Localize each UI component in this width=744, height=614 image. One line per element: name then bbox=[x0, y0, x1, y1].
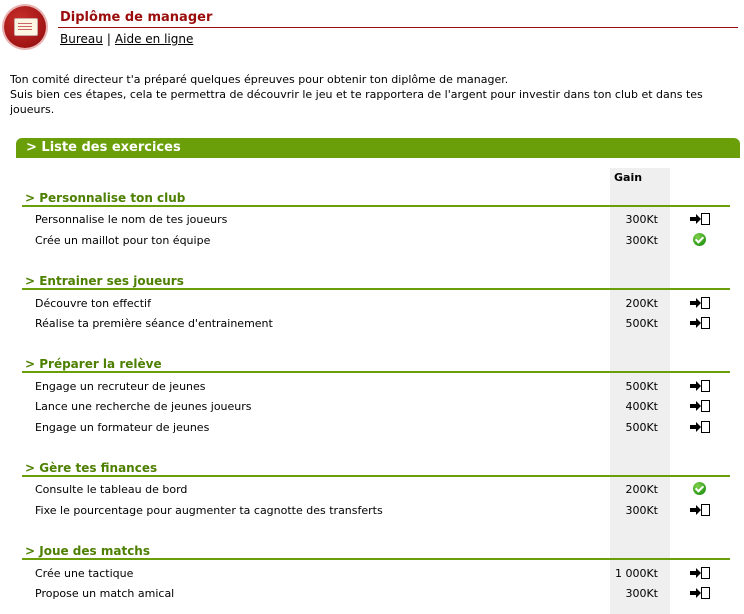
exercise-gain: 400Kt bbox=[625, 400, 658, 413]
start-exercise-button[interactable] bbox=[690, 420, 710, 434]
exercise-list-title: > Liste des exercices bbox=[26, 140, 181, 155]
checkmark-icon bbox=[693, 482, 706, 495]
exercise-gain: 300Kt bbox=[625, 587, 658, 600]
exercise-row bbox=[0, 234, 744, 254]
exercise-label: Engage un formateur de jeunes bbox=[35, 421, 210, 434]
gain-column-header: Gain bbox=[614, 171, 643, 184]
group-divider bbox=[22, 371, 730, 373]
start-exercise-button[interactable] bbox=[690, 503, 710, 517]
go-arrow-document-icon[interactable] bbox=[690, 297, 710, 309]
checkmark-icon bbox=[693, 233, 706, 246]
group-title: > Gère tes finances bbox=[25, 461, 158, 475]
start-exercise-button[interactable] bbox=[690, 566, 710, 580]
exercise-label: Engage un recruteur de jeunes bbox=[35, 380, 206, 393]
intro-line-2: Suis bien ces étapes, cela te permettra de découvrir le jeu et te rapportera de l'argent pour investir dans ton club et dans tes joueurs. bbox=[10, 88, 703, 116]
start-exercise-button[interactable] bbox=[690, 212, 710, 226]
exercise-row bbox=[0, 483, 744, 503]
exercise-row bbox=[0, 421, 744, 441]
exercise-row bbox=[0, 380, 744, 400]
exercise-gain: 1 000Kt bbox=[614, 567, 658, 580]
start-exercise-button[interactable] bbox=[690, 399, 710, 413]
exercise-label: Propose un match amical bbox=[35, 587, 175, 600]
group-title: > Joue des matchs bbox=[25, 544, 150, 558]
exercise-gain: 500Kt bbox=[625, 317, 658, 330]
go-arrow-document-icon[interactable] bbox=[690, 213, 710, 225]
start-exercise-button[interactable] bbox=[690, 296, 710, 310]
exercise-label: Découvre ton effectif bbox=[35, 297, 151, 310]
title-divider bbox=[58, 27, 738, 28]
breadcrumb bbox=[60, 32, 193, 46]
exercise-row bbox=[0, 400, 744, 420]
exercise-label: Fixe le pourcentage pour augmenter ta cagnotte des transferts bbox=[35, 504, 383, 517]
exercise-label: Réalise ta première séance d'entrainement bbox=[35, 317, 273, 330]
exercise-row bbox=[0, 213, 744, 233]
go-arrow-document-icon[interactable] bbox=[690, 317, 710, 329]
exercise-row bbox=[0, 567, 744, 587]
exercise-label: Crée une tactique bbox=[35, 567, 134, 580]
exercise-gain: 300Kt bbox=[625, 213, 658, 226]
go-arrow-document-icon[interactable] bbox=[690, 421, 710, 433]
group-divider bbox=[22, 558, 730, 560]
exercise-row bbox=[0, 504, 744, 524]
go-arrow-document-icon[interactable] bbox=[690, 587, 710, 599]
exercise-gain: 300Kt bbox=[625, 504, 658, 517]
intro-text bbox=[10, 72, 736, 117]
diploma-logo-icon bbox=[4, 6, 46, 48]
start-exercise-button[interactable] bbox=[690, 379, 710, 393]
exercise-row bbox=[0, 297, 744, 317]
exercise-label: Personnalise le nom de tes joueurs bbox=[35, 213, 228, 226]
go-arrow-document-icon[interactable] bbox=[690, 400, 710, 412]
exercise-list-header bbox=[16, 138, 740, 158]
nav-link-aide-en-ligne[interactable]: Aide en ligne bbox=[114, 32, 194, 46]
start-exercise-button[interactable] bbox=[690, 316, 710, 330]
group-divider bbox=[22, 205, 730, 207]
exercise-row bbox=[0, 587, 744, 607]
exercise-gain: 500Kt bbox=[625, 421, 658, 434]
exercise-completed-indicator bbox=[690, 233, 710, 247]
group-divider bbox=[22, 475, 730, 477]
exercise-label: Lance une recherche de jeunes joueurs bbox=[35, 400, 252, 413]
exercise-gain: 200Kt bbox=[625, 297, 658, 310]
exercise-gain: 200Kt bbox=[625, 483, 658, 496]
nav-separator: | bbox=[106, 32, 111, 46]
go-arrow-document-icon[interactable] bbox=[690, 504, 710, 516]
group-title: > Personnalise ton club bbox=[25, 191, 186, 205]
go-arrow-document-icon[interactable] bbox=[690, 380, 710, 392]
exercise-label: Consulte le tableau de bord bbox=[35, 483, 188, 496]
group-title: > Entrainer ses joueurs bbox=[25, 274, 184, 288]
nav-link-bureau[interactable]: Bureau bbox=[60, 32, 103, 46]
intro-line-1: Ton comité directeur t'a préparé quelques épreuves pour obtenir ton diplôme de manager. bbox=[10, 73, 509, 86]
go-arrow-document-icon[interactable] bbox=[690, 567, 710, 579]
group-divider bbox=[22, 288, 730, 290]
page-title: Diplôme de manager bbox=[60, 10, 213, 25]
exercise-gain: 300Kt bbox=[625, 234, 658, 247]
group-title: > Préparer la relève bbox=[25, 357, 162, 371]
exercise-label: Crée un maillot pour ton équipe bbox=[35, 234, 211, 247]
exercise-completed-indicator bbox=[690, 482, 710, 496]
start-exercise-button[interactable] bbox=[690, 586, 710, 600]
exercise-row bbox=[0, 317, 744, 337]
exercise-gain: 500Kt bbox=[625, 380, 658, 393]
